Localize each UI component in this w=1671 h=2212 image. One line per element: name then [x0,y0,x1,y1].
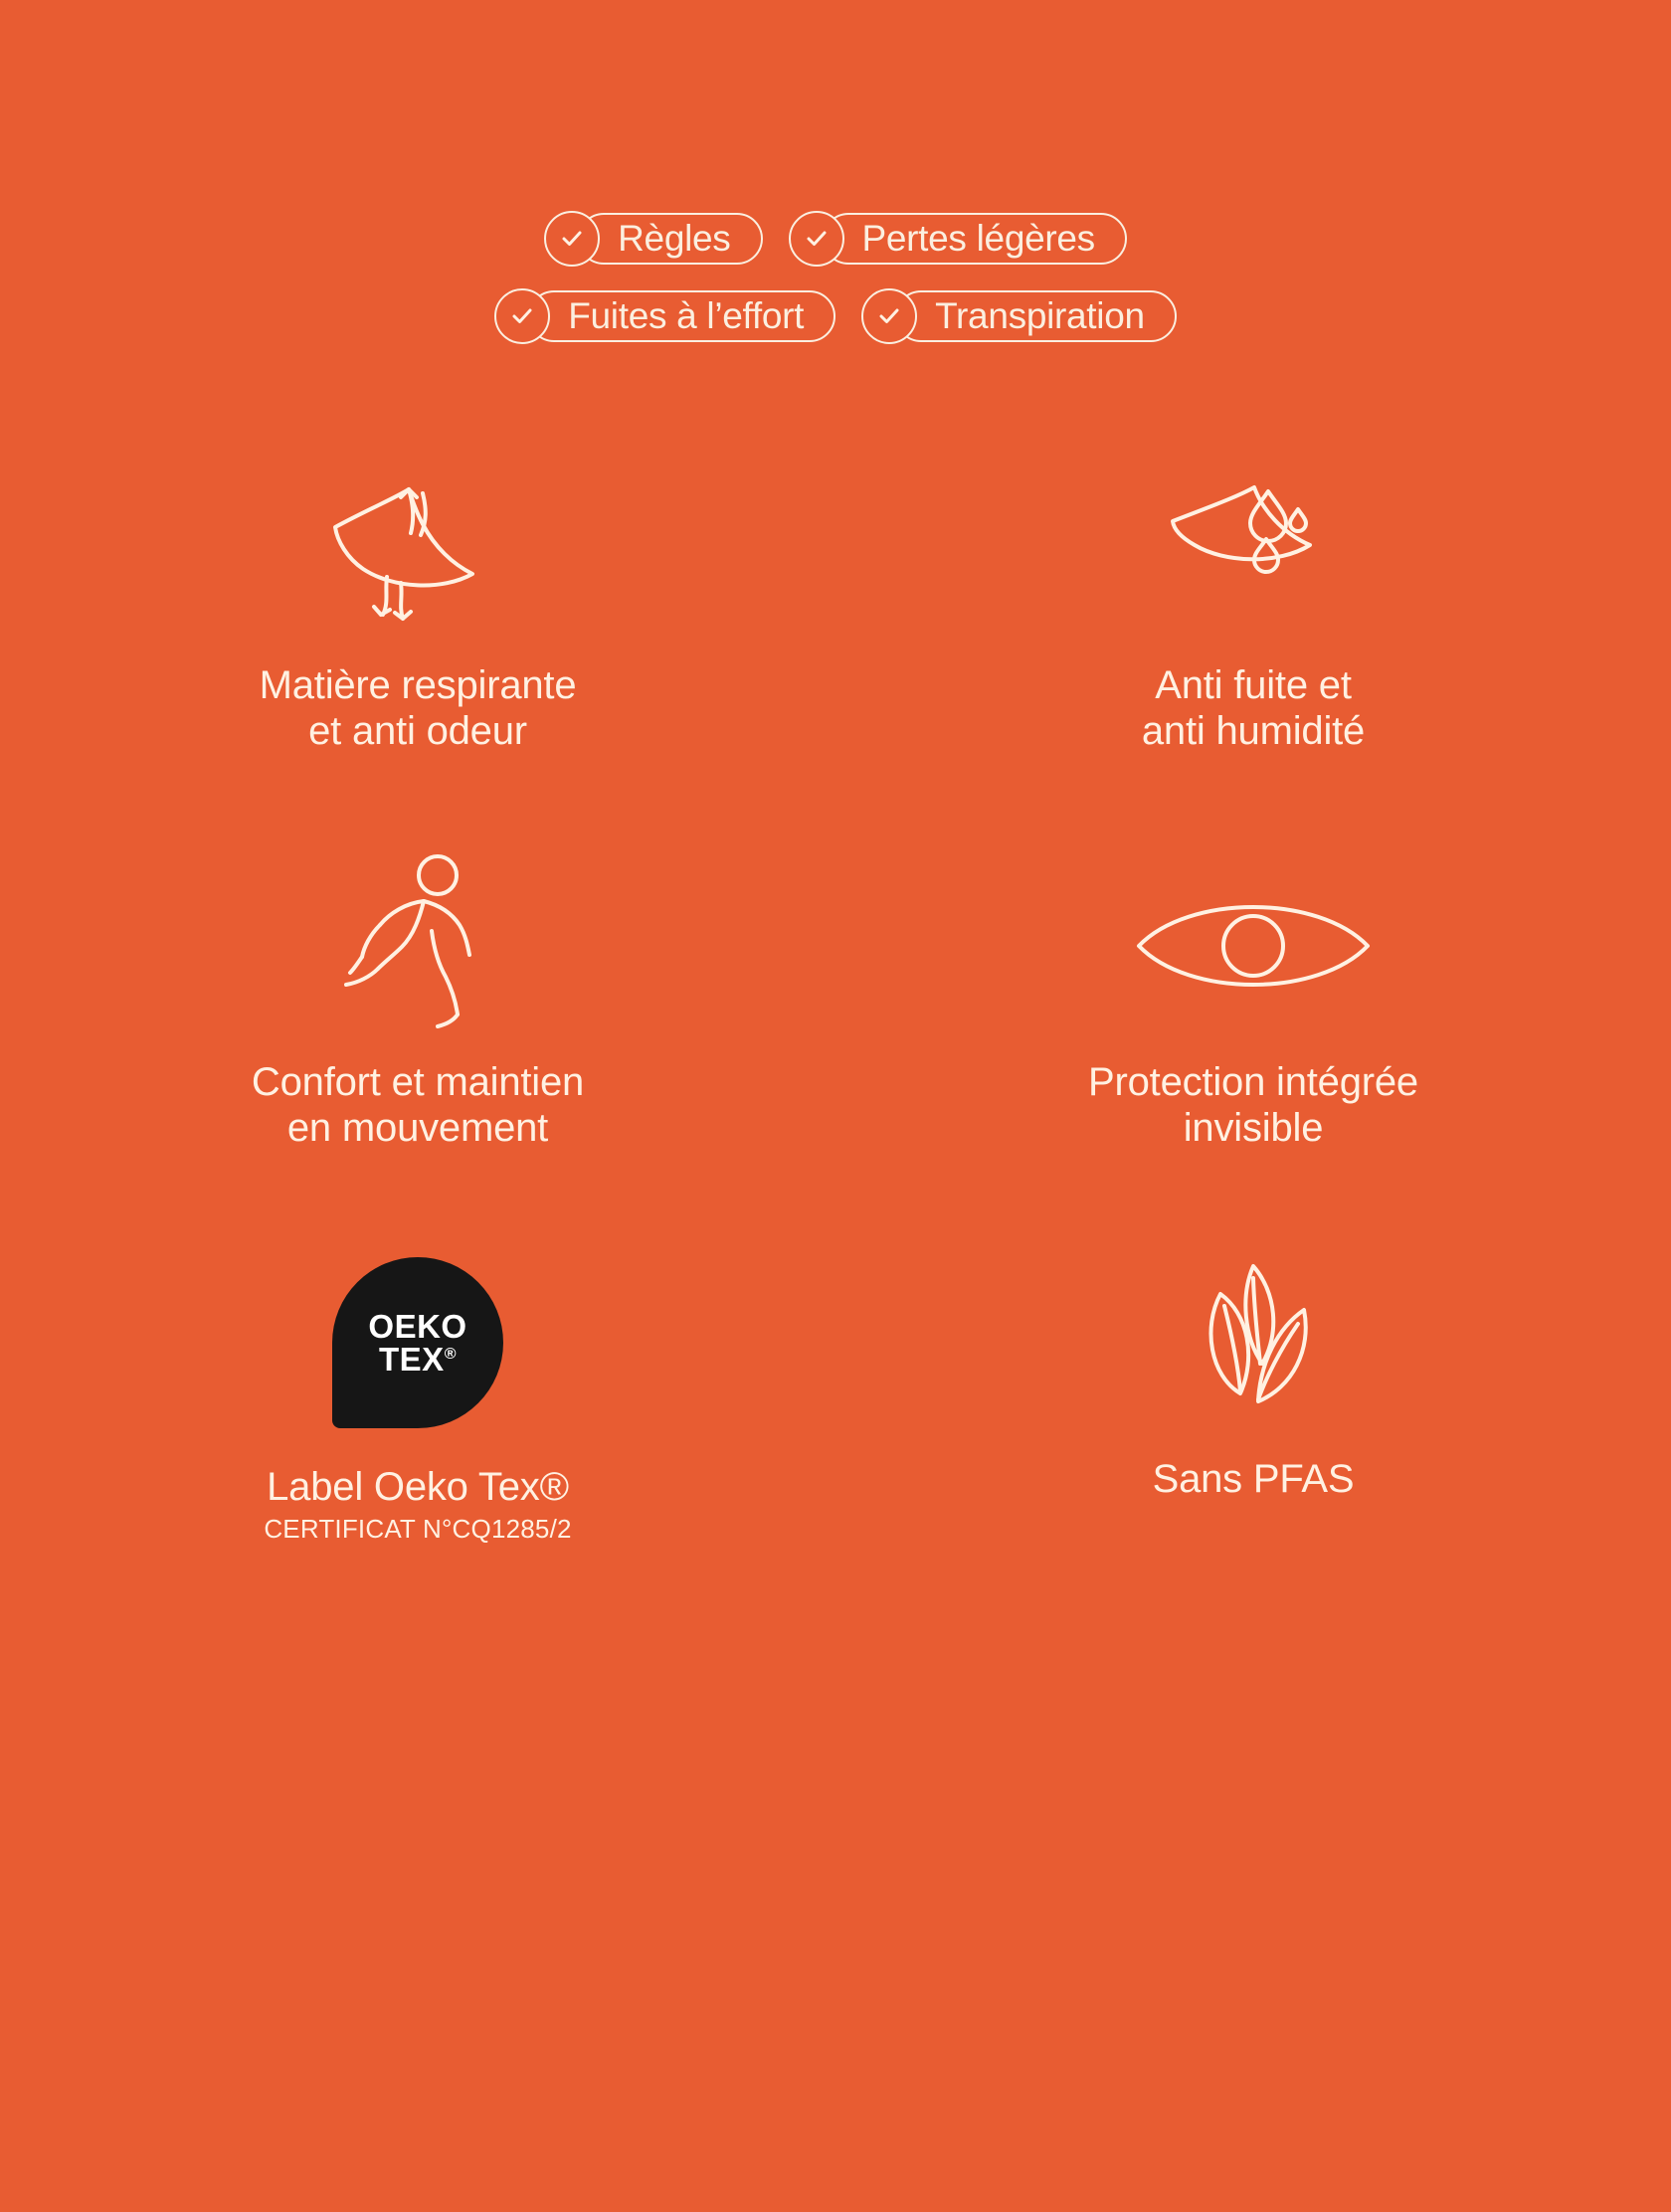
chip-transpiration[interactable] [861,288,1177,344]
registered-mark: ® [444,1345,457,1363]
check-icon [789,211,844,267]
water-drop-fabric-icon [1159,460,1348,648]
oeko-line1: OEKO [368,1307,467,1345]
chip-label: Pertes légères [823,213,1127,265]
feature-caption [1153,1456,1355,1502]
leaves-icon [1159,1243,1348,1442]
chip-label: Transpiration [895,290,1177,342]
oeko-line2: TEX® [379,1340,457,1378]
claims-chip-row-2 [494,288,1177,344]
feature-item-no-pfas [836,1243,1671,1545]
feature-caption [1142,662,1365,755]
eye-icon [1129,846,1378,1045]
check-icon [494,288,550,344]
oeko-tex-badge [332,1243,503,1442]
chip-label: Règles [578,213,762,265]
feature-item-anti-leak [836,460,1671,755]
chip-label: Fuites à l’effort [528,290,836,342]
feature-caption-line1: Protection intégrée [1088,1059,1418,1104]
feature-caption-line1: Label Oeko Tex® [267,1464,569,1509]
feature-caption-line2: en mouvement [286,1106,549,1151]
feature-caption-line2: invisible [1183,1106,1324,1151]
feature-caption [1088,1059,1418,1152]
feature-caption-line1: Anti fuite et [1155,663,1352,707]
running-person-icon [328,846,507,1045]
chip-regles[interactable] [544,211,762,267]
check-icon [861,288,917,344]
chip-pertes-legeres[interactable] [789,211,1127,267]
feature-grid [0,460,1671,1544]
claims-chip-row-1 [544,211,1127,267]
feature-caption [264,1464,571,1545]
feature-caption-line1: Sans PFAS [1152,1456,1355,1501]
feature-caption-line2: anti humidité [1141,709,1366,754]
feature-caption-line1: Confort et maintien [251,1059,585,1104]
feature-item-invisible-protection [836,846,1671,1152]
claims-chip-list [0,0,1671,344]
feature-caption-line1: Matière respirante [259,663,577,707]
check-icon [544,211,600,267]
oeko-tex-logo [332,1257,503,1428]
feature-caption-line2: et anti odeur [308,709,527,754]
breathable-fabric-icon [323,460,512,648]
feature-item-oeko-tex [0,1243,836,1545]
feature-caption [252,1059,584,1152]
feature-item-breathable [0,460,836,755]
certificate-number: CERTIFICAT N°CQ1285/2 [264,1513,572,1544]
chip-fuites-a-leffort[interactable] [494,288,836,344]
feature-item-comfort [0,846,836,1152]
feature-caption [260,662,577,755]
